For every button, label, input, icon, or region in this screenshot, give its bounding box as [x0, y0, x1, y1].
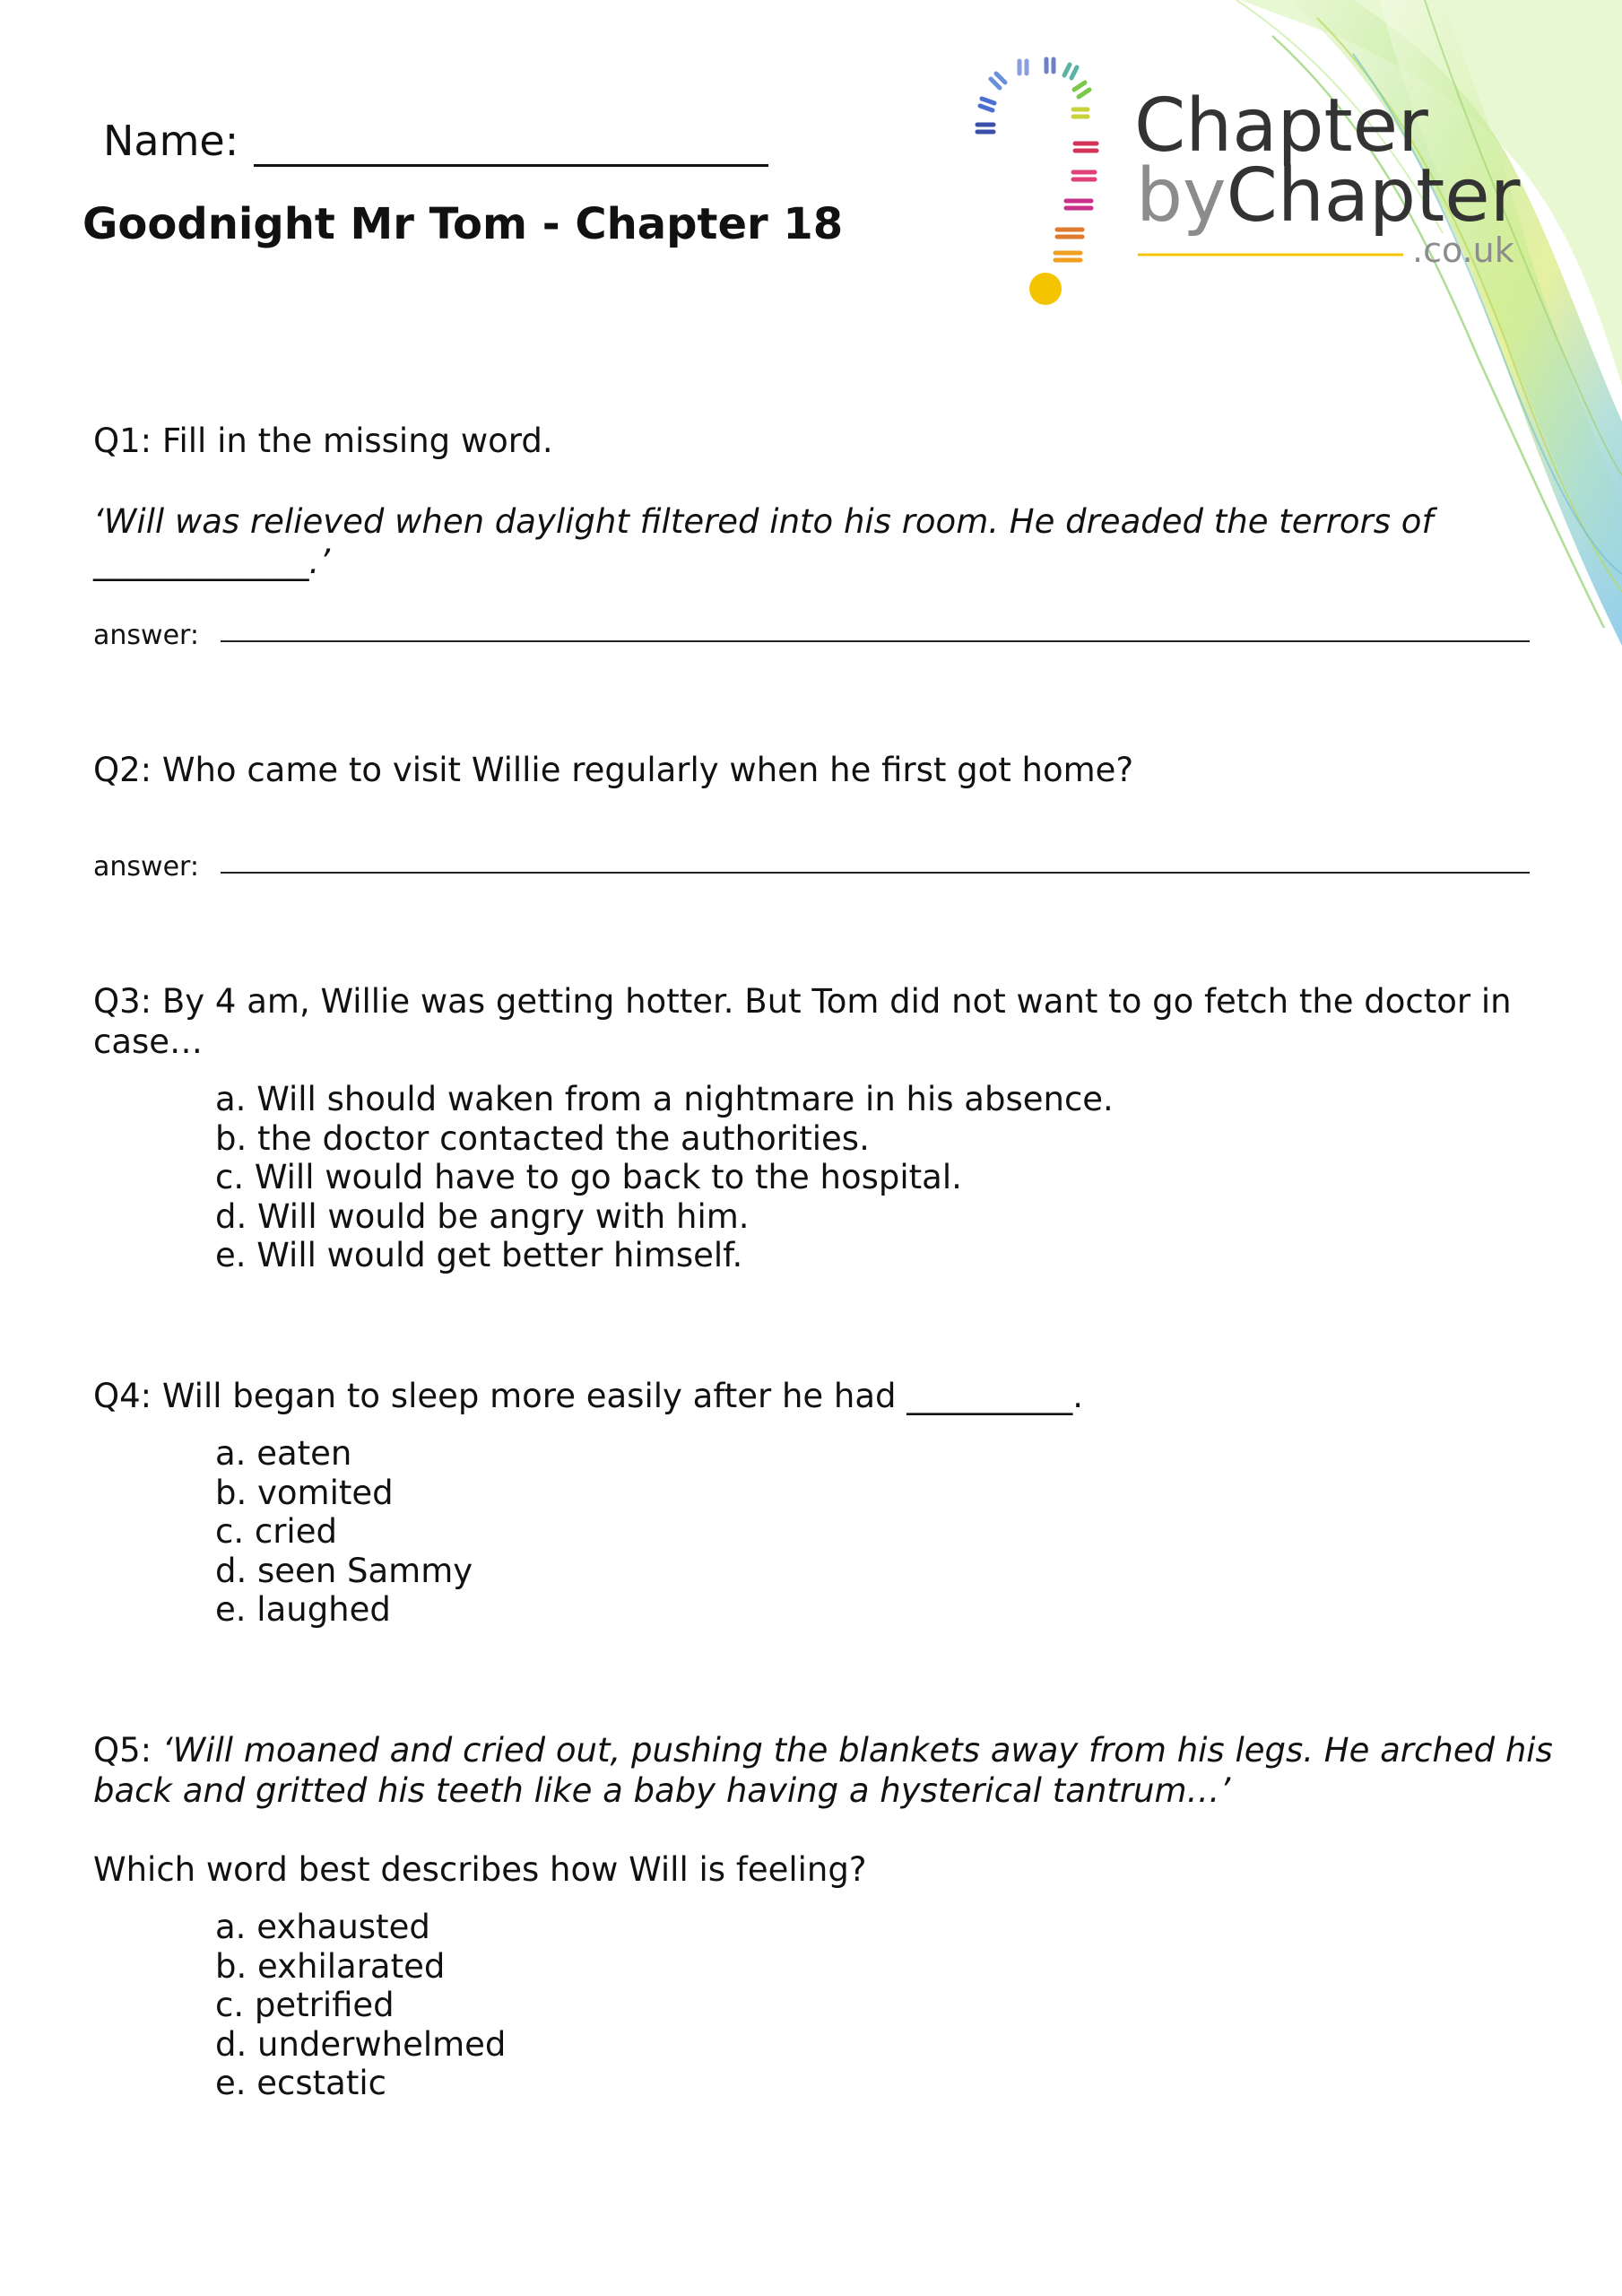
q4-option-d[interactable]: d. seen Sammy [215, 1551, 473, 1590]
q5-option-b[interactable]: b. exhilarated [215, 1946, 446, 1986]
q3-options [215, 1080, 1114, 1275]
logo-text-chapter: Chapter [1134, 83, 1428, 169]
q1-quote-line2: _____________.’ [93, 543, 331, 581]
q3-option-b[interactable]: b. the doctor contacted the authorities. [215, 1118, 870, 1158]
q5-option-c[interactable]: c. petrified [215, 1986, 395, 2024]
q3-option-d[interactable]: d. Will would be angry with him. [215, 1196, 750, 1236]
q3-option-a[interactable]: a. Will should waken from a nightmare in his absence. [215, 1080, 1114, 1118]
logo-text-chapter-2: Chapter [1226, 153, 1521, 239]
logo-domain: .co.uk [1412, 230, 1514, 270]
q1-answer-line[interactable] [221, 640, 1530, 642]
q4-prompt: Q4: Will began to sleep more easily after he had __________. [93, 1377, 1084, 1415]
logo-dot [1029, 273, 1062, 305]
q4-option-b[interactable]: b. vomited [215, 1473, 394, 1512]
q1-prompt: Q1: Fill in the missing word. [93, 422, 553, 460]
name-input-line[interactable] [254, 164, 768, 167]
q4-option-e[interactable]: e. laughed [215, 1590, 391, 1629]
q5-quote-text: ‘Will moaned and cried out, pushing the blankets away from his legs. He arched his [161, 1731, 1553, 1770]
q1-quote-line1: ‘Will was relieved when daylight filtered into his room. He dreaded the terrors of [93, 502, 1434, 541]
logo-text-by: by [1136, 153, 1227, 239]
q3-prompt-line2: case… [93, 1022, 204, 1061]
q3-option-e[interactable]: e. Will would get better himself. [215, 1236, 743, 1274]
chapter-by-chapter-logo [964, 54, 1538, 314]
q5-quote-line1 [93, 1731, 1553, 1770]
q5-option-a[interactable]: a. exhausted [215, 1908, 430, 1946]
q2-prompt: Q2: Who came to visit Willie regularly when he first got home? [93, 751, 1134, 789]
q3-option-c[interactable]: c. Will would have to go back to the hospital. [215, 1158, 962, 1196]
worksheet-title: Goodnight Mr Tom - Chapter 18 [82, 199, 844, 249]
q5-option-e[interactable]: e. ecstatic [215, 2064, 386, 2102]
logo-text-by-chapter [1136, 153, 1521, 239]
q5-label: Q5: [93, 1731, 152, 1770]
q5-options [215, 1908, 506, 2103]
q1-answer-label: answer: [93, 620, 199, 651]
q4-options [215, 1434, 473, 1630]
q5-option-d[interactable]: d. underwhelmed [215, 2024, 507, 2064]
q2-answer-label: answer: [93, 851, 199, 883]
q4-option-c[interactable]: c. cried [215, 1512, 337, 1551]
name-label: Name: [103, 117, 239, 165]
q5-quote-line2: back and gritted his teeth like a baby having a hysterical tantrum…’ [93, 1771, 1231, 1810]
book-arc-icon [977, 59, 1097, 260]
q2-answer-line[interactable] [221, 872, 1530, 874]
q3-prompt-line1: Q3: By 4 am, Willie was getting hotter. But Tom did not want to go fetch the doctor in [93, 982, 1512, 1021]
q4-option-a[interactable]: a. eaten [215, 1434, 352, 1473]
q5-question: Which word best describes how Will is feeling? [93, 1850, 867, 1889]
